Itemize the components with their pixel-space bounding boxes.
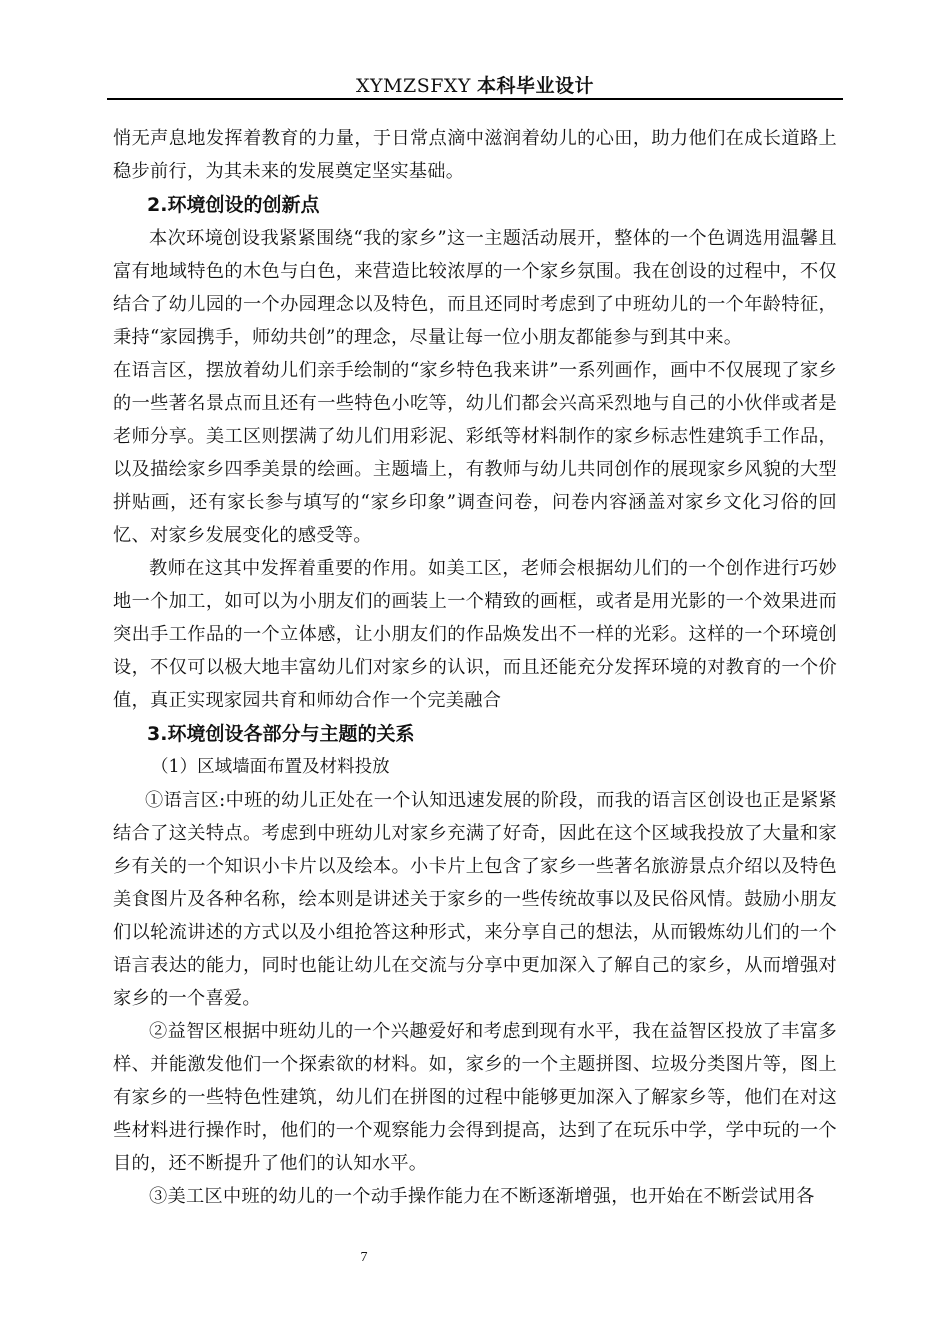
subsection-heading-1: （1）区域墙面布置及材料投放 (151, 757, 390, 777)
page-number: 7 (360, 1250, 368, 1265)
paragraph-innovation-intro: 本次环境创设我紧紧围绕“我的家乡”这一主题活动展开，整体的一个色调选用温馨且富有地域特色的木色与白色，来营造比较浓厚的一个家乡氛围。我在创设的过程中，不仅结合了幼儿园的一个办园理念以及特色，而且还同时考虑到了中班幼儿的一个年龄特征，秉持“家园携手，师幼共创”的理念，尽量让每一位小朋友都能参与到其中来。 (113, 228, 837, 348)
list-item-art-area: ③美工区中班的幼儿的一个动手操作能力在不断逐渐增强，也开始在不断尝试用各 (149, 1186, 815, 1207)
paragraph-language-area: 在语言区，摆放着幼儿们亲手绘制的“家乡特色我来讲”一系列画作，画中不仅展现了家乡的一些著名景点而且还有一些特色小吃等，幼儿们都会兴高采烈地与自己的小伙伴或者是老师分享。美工区则摆满了幼儿们用彩泥、彩纸等材料制作的家乡标志性建筑手工作品，以及描绘家乡四季美景的绘画。主题墙上，有教师与幼儿共同创作的展现家乡风貌的大型拼贴画，还有家长参与填写的“家乡印象”调查问卷，问卷内容涵盖对家乡文化习俗的回忆、对家乡发展变化的感受等。 (113, 360, 837, 546)
header-title: 本科毕业设计 (476, 75, 594, 97)
section-heading-3: 3.环境创设各部分与主题的关系 (147, 723, 415, 745)
header-code: XYMZSFXY (355, 75, 471, 97)
paragraph-continued: 悄无声息地发挥着教育的力量，于日常点滴中滋润着幼儿的心田，助力他们在成长道路上稳步前行，为其未来的发展奠定坚实基础。 (113, 128, 837, 182)
section-heading-2: 2.环境创设的创新点 (147, 194, 320, 216)
page-header (107, 74, 843, 98)
header-rule (107, 98, 843, 100)
document-body (113, 122, 837, 1213)
list-item-puzzle-area: ②益智区根据中班幼儿的一个兴趣爱好和考虑到现有水平，我在益智区投放了丰富多样、并能激发他们一个探索欲的材料。如，家乡的一个主题拼图、垃圾分类图片等，图上有家乡的一些特色性建筑，幼儿们在拼图的过程中能够更加深入了解家乡等，他们在对这些材料进行操作时，他们的一个观察能力会得到提高，达到了在玩乐中学，学中玩的一个目的，还不断提升了他们的认知水平。 (113, 1021, 837, 1174)
paragraph-teacher-role: 教师在这其中发挥着重要的作用。如美工区，老师会根据幼儿们的一个创作进行巧妙地一个加工，如可以为小朋友们的画装上一个精致的画框，或者是用光影的一个效果进而突出手工作品的一个立体感，让小朋友们的作品焕发出不一样的光彩。这样的一个环境创设，不仅可以极大地丰富幼儿们对家乡的认识，而且还能充分发挥环境的对教育的一个价值，真正实现家园共育和师幼合作一个完美融合 (113, 558, 837, 711)
list-item-language-area: ①语言区:中班的幼儿正处在一个认知迅速发展的阶段，而我的语言区创设也正是紧紧结合了这关特点。考虑到中班幼儿对家乡充满了好奇，因此在这个区域我投放了大量和家乡有关的一个知识小卡片以及绘本。小卡片上包含了家乡一些著名旅游景点介绍以及特色美食图片及各种名称，绘本则是讲述关于家乡的一些传统故事以及民俗风情。鼓励小朋友们以轮流讲述的方式以及小组抢答这种形式，来分享自己的想法，从而锻炼幼儿们的一个语言表达的能力，同时也能让幼儿在交流与分享中更加深入了解自己的家乡，从而增强对家乡的一个喜爱。 (113, 790, 837, 1009)
